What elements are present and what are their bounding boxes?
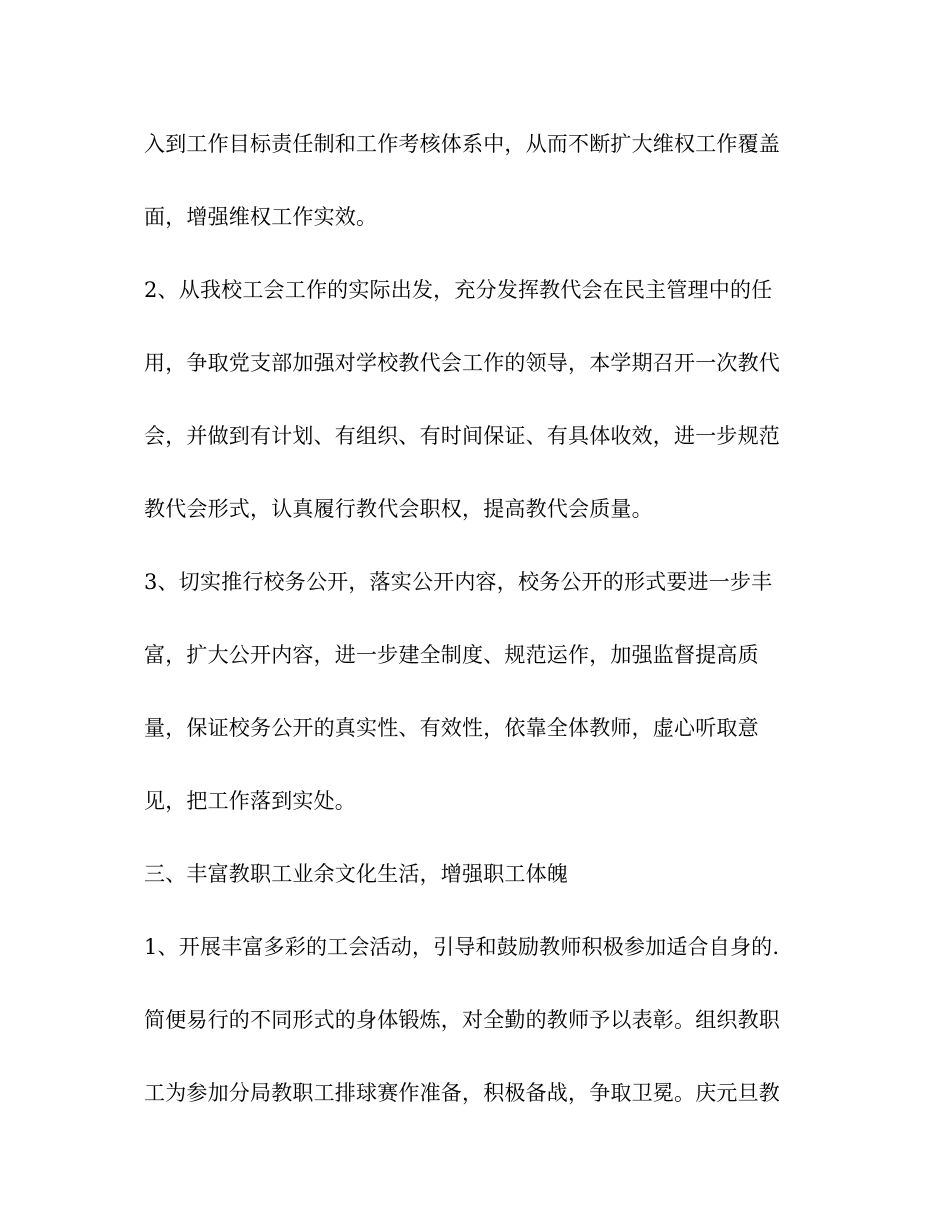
- text-line: 用，争取党支部加强对学校教代会工作的领导，本学期召开一次教代: [144, 351, 780, 375]
- text-line: 2、从我校工会工作的实际出发，充分发挥教代会在民主管理中的任: [144, 278, 773, 302]
- text-line: 面，增强维权工作实效。: [144, 205, 378, 229]
- text-line: 入到工作目标责任制和工作考核体系中，从而不断扩大维权工作覆盖: [144, 132, 780, 156]
- text-line: 1、开展丰富多彩的工会活动，引导和鼓励教师积极参加适合自身的.: [144, 935, 780, 959]
- text-line: 富，扩大公开内容，进一步建全制度、规范运作，加强监督提高质: [144, 643, 759, 667]
- text-line: 量，保证校务公开的真实性、有效性，依靠全体教师，虚心听取意: [144, 716, 759, 740]
- section-heading: 三、丰富教职工业余文化生活，增强职工体魄: [144, 862, 568, 886]
- text-line: 简便易行的不同形式的身体锻炼，对全勤的教师予以表彰。组织教职: [144, 1008, 780, 1032]
- document-body: [144, 124, 824, 1146]
- text-line: 会，并做到有计划、有组织、有时间保证、有具体收效，进一步规范: [144, 424, 780, 448]
- text-line: 见，把工作落到实处。: [144, 789, 356, 813]
- text-line: 教代会形式，认真履行教代会职权，提高教代会质量。: [144, 497, 653, 521]
- text-line: 3、切实推行校务公开，落实公开内容，校务公开的形式要进一步丰: [144, 570, 773, 594]
- text-line: 工为参加分局教职工排球赛作准备，积极备战，争取卫冕。庆元旦教: [144, 1081, 780, 1105]
